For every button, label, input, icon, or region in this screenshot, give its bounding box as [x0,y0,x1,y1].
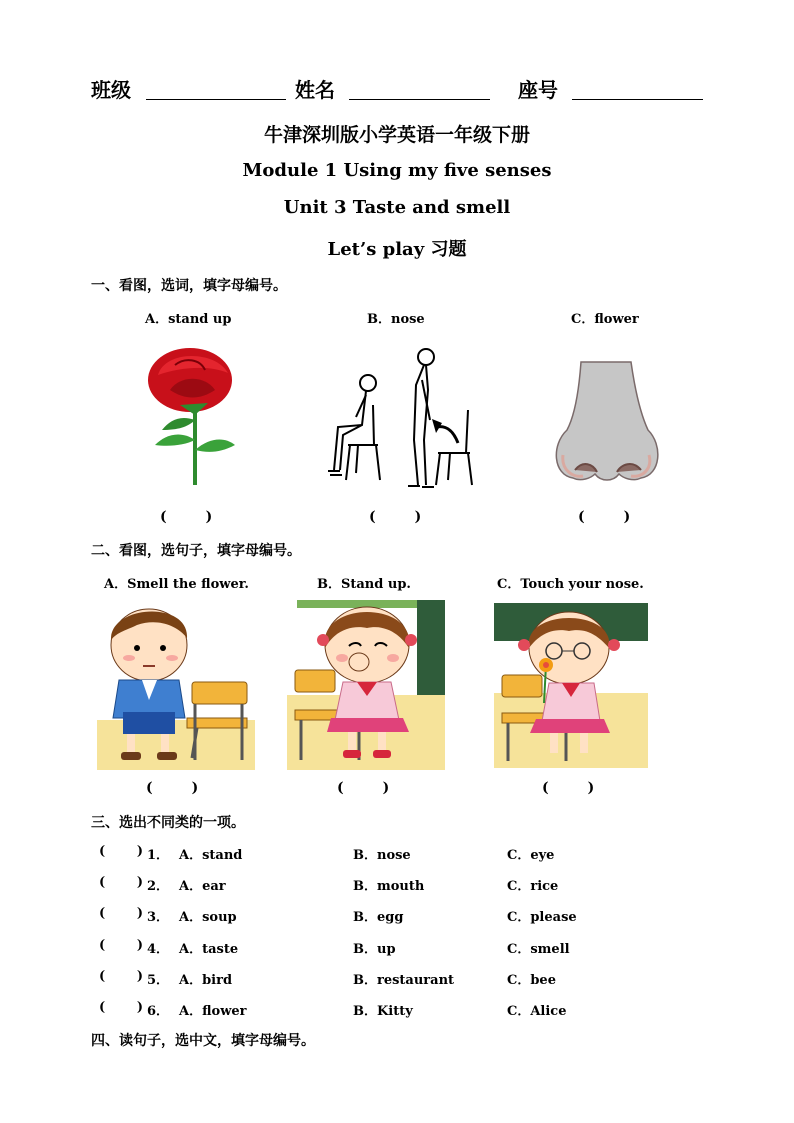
question-number: 4． [147,942,170,957]
question-number: 1． [147,848,170,863]
choice-a: A．stand [179,848,243,863]
answer-blank[interactable]: ( ) [99,969,143,984]
answer-blank[interactable]: ( ) [99,844,143,859]
section1-blank-2[interactable]: ( ) [369,509,422,525]
choice-c: C．please [507,910,577,925]
question-row-6 [91,1000,691,1022]
stand-up-picture [318,345,478,490]
question-number: 3． [147,910,170,925]
nose-picture [553,360,663,485]
name-label: 姓名 [295,78,335,102]
choice-b: B．Kitty [353,1004,413,1019]
section1-option-b: B．nose [367,312,425,327]
choice-b: B．egg [353,910,404,925]
choice-a: A．taste [179,942,239,957]
choice-a: A．flower [179,1004,247,1019]
section2-blank-2[interactable]: ( ) [337,780,390,796]
section2-blank-1[interactable]: ( ) [146,780,199,796]
section1-blank-3[interactable]: ( ) [578,509,631,525]
section1-option-c: C．flower [571,312,639,327]
girl-smelling-flower-picture [494,603,648,768]
choice-c: C．eye [507,848,555,863]
section2-option-c: C．Touch your nose. [497,577,644,592]
choice-c: C．bee [507,973,556,988]
rose-picture [140,345,240,490]
book-title: 牛津深圳版小学英语一年级下册 [263,124,530,146]
question-row-1 [91,844,691,866]
question-number: 5． [147,973,170,988]
choice-b: B．mouth [353,879,425,894]
choice-a: A．ear [179,879,226,894]
answer-blank[interactable]: ( ) [99,875,143,890]
girl-touching-nose-picture [287,600,445,770]
class-label: 班级 [91,78,131,102]
section2-option-b: B．Stand up. [317,577,411,592]
name-input-line[interactable] [349,99,490,100]
question-number: 2． [147,879,170,894]
section1-option-a: A．stand up [145,312,232,327]
question-row-4 [91,938,691,960]
class-input-line[interactable] [146,99,286,100]
section1-blank-1[interactable]: ( ) [160,509,213,525]
section3-heading: 三、选出不同类的一项。 [91,815,245,831]
answer-blank[interactable]: ( ) [99,938,143,953]
choice-a: A．bird [179,973,233,988]
question-row-3 [91,906,691,928]
section4-heading: 四、读句子，选中文，填字母编号。 [91,1033,315,1049]
answer-blank[interactable]: ( ) [99,906,143,921]
section2-blank-3[interactable]: ( ) [542,780,595,796]
boy-standing-picture [97,600,255,770]
choice-c: C．Alice [507,1004,567,1019]
section1-heading: 一、看图，选词，填字母编号。 [91,278,287,294]
choice-c: C．rice [507,879,559,894]
seat-input-line[interactable] [572,99,703,100]
module-title: Module 1 Using my five senses [242,160,552,181]
question-row-5 [91,969,691,991]
answer-blank[interactable]: ( ) [99,1000,143,1015]
unit-title: Unit 3 Taste and smell [283,197,511,218]
choice-c: C．smell [507,942,570,957]
question-number: 6． [147,1004,170,1019]
exercise-title: Let’s play 习题 [327,239,467,260]
seat-label: 座号 [518,78,558,102]
choice-a: A．soup [179,910,237,925]
choice-b: B．nose [353,848,411,863]
choice-b: B．up [353,942,396,957]
section2-option-a: A．Smell the flower. [104,577,249,592]
choice-b: B．restaurant [353,973,455,988]
section2-heading: 二、看图，选句子，填字母编号。 [91,543,301,559]
question-row-2 [91,875,691,897]
